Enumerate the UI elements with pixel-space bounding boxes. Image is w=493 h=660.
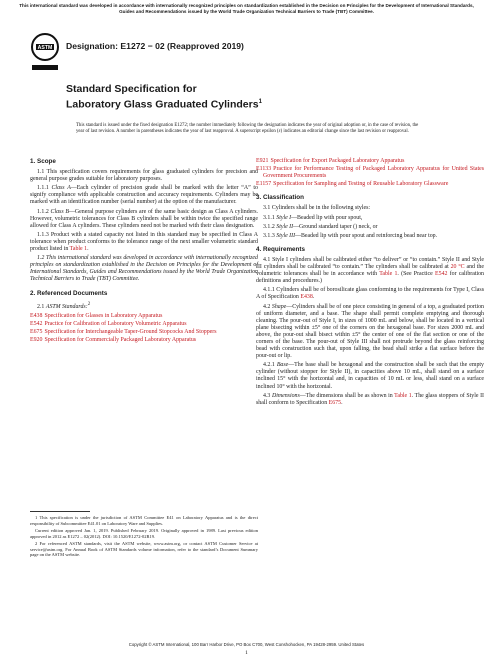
e675-link[interactable]: E675 bbox=[328, 399, 342, 406]
paragraph-3-1-1: 3.1.1 Style I—Beaded lip with pour spout, bbox=[263, 214, 363, 221]
e438-link[interactable]: E438 bbox=[300, 294, 313, 301]
reference-item[interactable]: E920 Specification for Commercially Packaged Laboratory Apparatus bbox=[30, 336, 197, 343]
paragraph-4-2-1: 4.2.1 Base—The base shall be hexagonal and the construction shall be such that the empty cylinder (without stopper for Style II), in capacities above 10 mL, shall stand on a surface inclined 15° with the horizontal and, in capacities of 10 mL or less, shall stand on a surface inclined 10° with the horizontal. bbox=[256, 362, 484, 390]
paragraph-1-1-1: 1.1.1 Class A—Each cylinder of precision grade shall be marked with the letter “A” to signify compliance with applicable construction and accuracy requirements. Cylinders may be marked with an identification number (serial number) at the option of the manufacturer. bbox=[30, 185, 258, 206]
designation: Designation: E1272 − 02 (Reapproved 2019) bbox=[66, 41, 244, 51]
reference-item[interactable]: E1157 Specification for Sampling and Testing of Reusable Laboratory Glassware bbox=[256, 181, 449, 188]
title-line-1: Standard Specification for bbox=[66, 83, 197, 95]
title-footnote-ref: 1 bbox=[258, 99, 262, 105]
footnote-1-edition: Current edition approved Jan. 1, 2019. Published February 2019. Originally approved in 1989. Last previous edition approved in 2012 as E1272 – 02(2012). DOI: 10.1520/E1272-02R19. bbox=[30, 528, 258, 539]
footnote-1: 1 This specification is under the jurisdiction of ASTM Committee E41 on Laboratory Apparatus and is the direct responsibility of Subcommittee E41.01 on Laboratory Ware and Supplies. bbox=[30, 515, 258, 526]
reference-list-continued bbox=[256, 158, 484, 188]
title-main: Laboratory Glass Graduated Cylinders bbox=[66, 98, 259, 111]
document-title bbox=[66, 83, 262, 112]
reference-item[interactable]: E542 Practice for Calibration of Laboratory Volumetric Apparatus bbox=[30, 320, 187, 327]
paragraph-3-1-3: 3.1.3 Style III—Beaded lip with pour spout and reinforcing bead near top. bbox=[263, 232, 438, 239]
referenced-documents-heading: 2. Referenced Documents bbox=[30, 289, 108, 297]
table-1-link[interactable]: Table 1 bbox=[394, 392, 412, 399]
footnote-2: 2 For referenced ASTM standards, visit the ASTM website, www.astm.org, or contact ASTM Customer Service at service@astm.org. For Annual Book of ASTM Standards volume information, refer to the standard’s Document Summary page on the ASTM website. bbox=[30, 541, 258, 557]
paragraph-4-1: 4.1 Style I cylinders shall be calibrated either “to deliver” or “to contain.” Style II and Style III cylinders shall be calibrated “to contain.” The cylinders shall be calibrated at 20 °C and the volumetric tolerances shall be in accordance with Table 1. (See Practice E542 for calibration definitions and procedures.) bbox=[256, 256, 485, 285]
tbt-notice: This international standard was developed in accordance with internationally recognized principles on standardization established in the Decision on Principles for the Development of International Standards, Guides and Recommendations issued by the World Trade Organization Technical Barriers to Trade (TBT) Committee. bbox=[19, 3, 474, 14]
footnotes bbox=[30, 515, 258, 560]
table-1-link[interactable]: Table 1 bbox=[69, 246, 88, 253]
paragraph-1-2: 1.2 This international standard was developed in accordance with internationally recognized principles on standardization established in the Decision on Principles for the Development of International Standards, Guides and Recommendations issued by the World Trade Organization Technical Barriers to Trade (TBT) Committee. bbox=[30, 255, 258, 283]
paragraph-1-1-2: 1.1.2 Class B—General purpose cylinders are of the same basic design as Class A cylinders. However, volumetric tolerances for Class B cylinders shall be within twice the specified range allowed for Class A cylinders. These cylinders need not be marked with their class designation. bbox=[30, 208, 259, 229]
page-number: 1 bbox=[245, 650, 248, 656]
copyright-notice: Copyright © ASTM International, 100 Barr Harbor Drive, PO Box C700, West Conshohocken, PA 19428-2959. United States bbox=[128, 642, 365, 647]
e542-link[interactable]: E542 bbox=[435, 271, 448, 278]
paragraph-3-1: 3.1 Cylinders shall be in the following styles: bbox=[263, 205, 371, 212]
paragraph-2-1: 2.1 ASTM Standards:$^2$ bbox=[37, 301, 91, 310]
svg-text:ASTM: ASTM bbox=[37, 45, 53, 52]
right-column bbox=[256, 158, 484, 409]
title-line-2 bbox=[66, 96, 262, 112]
requirements-heading: 4. Requirements bbox=[256, 245, 305, 253]
paragraph-3-1-2: 3.1.2 Style II—Ground standard taper () neck, or bbox=[263, 223, 378, 230]
issuance-note: This standard is issued under the fixed designation E1272; the number immediately following the designation indicates the year of original adoption or, in the case of revision, the year of last revision. A number in parentheses indicates the year of last reapproval. A superscript epsilon (ε) indicates an editorial change since the last revision or reapproval. bbox=[76, 123, 419, 134]
scope-heading: 1. Scope bbox=[30, 158, 56, 165]
footnote-divider bbox=[30, 511, 90, 512]
reference-item[interactable]: E438 Specification for Glasses in Laboratory Apparatus bbox=[30, 312, 163, 319]
reference-item[interactable]: E921 Specification for Export Packaged Laboratory Apparatus bbox=[256, 158, 405, 164]
reference-item[interactable]: E675 Specification for Interchangeable Taper-Ground Stopcocks And Stoppers bbox=[30, 328, 217, 335]
paragraph-4-1-1: 4.1.1 Cylinders shall be of borosilicate glass conforming to the requirements for Type I, Class A of Specification E438. bbox=[256, 287, 484, 301]
reference-list bbox=[30, 313, 258, 344]
left-column bbox=[30, 158, 258, 345]
classification-heading: 3. Classification bbox=[256, 194, 304, 202]
paragraph-4-2: 4.2 Shape—Cylinders shall be of one piece consisting in general of a top, a graduated portion of uniform diameter, and a base. The shape shall permit complete emptying and thorough cleaning. The pour-out of Style I, in sizes of 1000 mL and below, shall be located in a vertical plane bisecting within ±5° one of the corners on the hexagonal base. For sizes 2000 mL and above, the pour-out shall bisect within ±5° the center of one of the flat section or one of the corners of the base. The pour-out of Style III shall not protrude beyond the glass reinforcing bead with construction such that, upon falling, the bead shall strike a flat surface before the pour-out or lip. bbox=[256, 303, 484, 360]
paragraph-1-1-3: 1.1.3 Product with a stated capacity not listed in this standard may be specified in Class A tolerance when product conforms to the tolerance range of the next smaller volumetric standard product listed in Table 1. bbox=[30, 231, 258, 253]
paragraph-1-1: 1.1 This specification covers requirements for glass graduated cylinders for precision and general purpose grades suitable for laboratory purposes. bbox=[30, 169, 258, 183]
paragraph-4-3: 4.3 Dimensions—The dimensions shall be as shown in Table 1. The glass stoppers of Style II shall conform to Specification E675. bbox=[256, 392, 484, 406]
astm-international-logo bbox=[30, 32, 60, 72]
table-1-link[interactable]: Table 1 bbox=[379, 271, 398, 278]
reference-item[interactable]: E1133 Practice for Performance Testing of Packaged Laboratory Apparatus for United States Government Procurements bbox=[256, 166, 484, 180]
